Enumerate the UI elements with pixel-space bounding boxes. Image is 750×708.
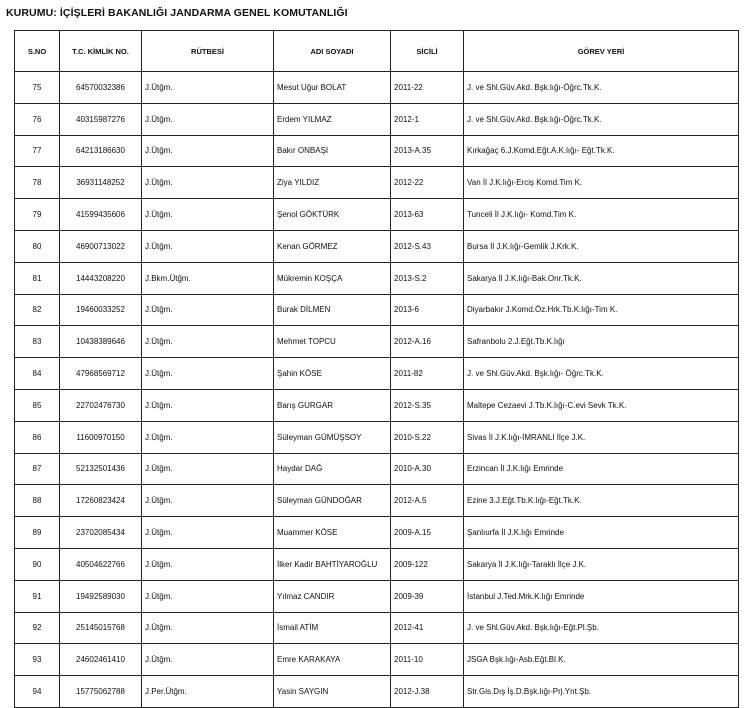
cell-sicili: 2012-1 — [391, 103, 464, 135]
cell-gorev-yeri: J. ve Shl.Güv.Akd. Bşk.lığı-Eğt.Pl.Şb. — [464, 612, 739, 644]
cell-gorev-yeri: Kırkağaç 6.J.Komd.Eğt.A.K.lığı- Eğt.Tk.K. — [464, 135, 739, 167]
cell-sicili: 2013-6 — [391, 294, 464, 326]
cell-rutbesi: J.Ütğm. — [142, 103, 274, 135]
cell-adi-soyadi: Burak DİLMEN — [274, 294, 391, 326]
cell-adi-soyadi: Ziya YILDIZ — [274, 167, 391, 199]
cell-sicili: 2012-A.16 — [391, 326, 464, 358]
cell-sno: 94 — [15, 676, 60, 708]
cell-adi-soyadi: Erdem YILMAZ — [274, 103, 391, 135]
cell-adi-soyadi: İsmail ATİM — [274, 612, 391, 644]
table-row — [15, 485, 739, 517]
header-tc-kimlik-no: T.C. KİMLİK NO. — [60, 31, 142, 72]
cell-gorev-yeri: Tunceli İl J.K.lığı- Komd.Tim K. — [464, 199, 739, 231]
cell-sicili: 2009-39 — [391, 580, 464, 612]
cell-sno: 86 — [15, 421, 60, 453]
cell-tc-kimlik-no: 36931148252 — [60, 167, 142, 199]
cell-rutbesi: J.Ütğm. — [142, 517, 274, 549]
cell-sno: 88 — [15, 485, 60, 517]
table-row — [15, 199, 739, 231]
cell-adi-soyadi: Süleyman GÜNDOĞAR — [274, 485, 391, 517]
cell-sno: 82 — [15, 294, 60, 326]
cell-gorev-yeri: Şanlıurfa İl J.K.lığı Emrinde — [464, 517, 739, 549]
cell-gorev-yeri: Van İl J.K.lığı-Erciş Komd.Tim K. — [464, 167, 739, 199]
cell-tc-kimlik-no: 52132501436 — [60, 453, 142, 485]
header-rutbesi: RÜTBESİ — [142, 31, 274, 72]
cell-adi-soyadi: Mesut Uğur BOLAT — [274, 72, 391, 104]
cell-tc-kimlik-no: 19460033252 — [60, 294, 142, 326]
cell-rutbesi: J.Ütğm. — [142, 580, 274, 612]
table-row — [15, 389, 739, 421]
cell-sicili: 2013-63 — [391, 199, 464, 231]
cell-tc-kimlik-no: 64213186630 — [60, 135, 142, 167]
cell-sno: 83 — [15, 326, 60, 358]
cell-tc-kimlik-no: 46900713022 — [60, 230, 142, 262]
cell-sno: 75 — [15, 72, 60, 104]
cell-sicili: 2012-S.35 — [391, 389, 464, 421]
header-gorev-yeri: GÖREV YERİ — [464, 31, 739, 72]
cell-sno: 79 — [15, 199, 60, 231]
cell-sicili: 2012-22 — [391, 167, 464, 199]
personnel-table — [14, 30, 739, 708]
cell-gorev-yeri: Bursa İl J.K.lığı-Gemlik J.Krk.K. — [464, 230, 739, 262]
cell-sno: 87 — [15, 453, 60, 485]
cell-sicili: 2011-22 — [391, 72, 464, 104]
table-header-row — [15, 31, 739, 72]
cell-tc-kimlik-no: 41599435606 — [60, 199, 142, 231]
cell-sno: 81 — [15, 262, 60, 294]
cell-rutbesi: J.Ütğm. — [142, 612, 274, 644]
header-sno: S.NO — [15, 31, 60, 72]
table-row — [15, 580, 739, 612]
cell-sno: 80 — [15, 230, 60, 262]
cell-tc-kimlik-no: 47968569712 — [60, 358, 142, 390]
cell-gorev-yeri: J. ve Shl.Güv.Akd. Bşk.lığı-Öğrc.Tk.K. — [464, 103, 739, 135]
cell-rutbesi: J.Per.Ütğm. — [142, 676, 274, 708]
cell-gorev-yeri: Ezine 3.J.Eğt.Tb.K.lığı-Eğt.Tk.K. — [464, 485, 739, 517]
cell-adi-soyadi: Kenan GÖRMEZ — [274, 230, 391, 262]
cell-sno: 84 — [15, 358, 60, 390]
cell-rutbesi: J.Ütğm. — [142, 72, 274, 104]
cell-gorev-yeri: Sakarya İl J.K.lığı-Taraklı İlçe J.K. — [464, 548, 739, 580]
cell-gorev-yeri: Diyarbakır J.Komd.Öz.Hrk.Tb.K.lığı-Tim K. — [464, 294, 739, 326]
cell-rutbesi: J.Ütğm. — [142, 294, 274, 326]
cell-sicili: 2013-A.35 — [391, 135, 464, 167]
cell-gorev-yeri: İstanbul J.Ted.Mrk.K.lığı Emrinde — [464, 580, 739, 612]
table-row — [15, 326, 739, 358]
cell-sicili: 2009-A.15 — [391, 517, 464, 549]
cell-sicili: 2012-41 — [391, 612, 464, 644]
header-sicili: SİCİLİ — [391, 31, 464, 72]
cell-rutbesi: J.Ütğm. — [142, 485, 274, 517]
cell-sno: 85 — [15, 389, 60, 421]
cell-adi-soyadi: Bakır ONBAŞI — [274, 135, 391, 167]
cell-rutbesi: J.Ütğm. — [142, 644, 274, 676]
cell-sicili: 2012-S.43 — [391, 230, 464, 262]
cell-tc-kimlik-no: 11600970150 — [60, 421, 142, 453]
cell-sno: 76 — [15, 103, 60, 135]
cell-gorev-yeri: J. ve Shl.Güv.Akd. Bşk.lığı-Öğrc.Tk.K. — [464, 72, 739, 104]
cell-rutbesi: J.Ütğm. — [142, 167, 274, 199]
cell-gorev-yeri: Safranbolu 2.J.Eğt.Tb.K.lığı — [464, 326, 739, 358]
cell-adi-soyadi: Emre KARAKAYA — [274, 644, 391, 676]
cell-adi-soyadi: İlker Kadir BAHTİYAROĞLU — [274, 548, 391, 580]
table-row — [15, 517, 739, 549]
cell-adi-soyadi: Şahin KÖSE — [274, 358, 391, 390]
header-adi-soyadi: ADI SOYADI — [274, 31, 391, 72]
cell-adi-soyadi: Yasin SAYGIN — [274, 676, 391, 708]
cell-sicili: 2012-J.38 — [391, 676, 464, 708]
table-row — [15, 548, 739, 580]
cell-rutbesi: J.Ütğm. — [142, 389, 274, 421]
cell-tc-kimlik-no: 10438389646 — [60, 326, 142, 358]
cell-tc-kimlik-no: 40315987276 — [60, 103, 142, 135]
cell-sicili: 2012-A.5 — [391, 485, 464, 517]
cell-gorev-yeri: Maltepe Cezaevi J.Tb.K.lığı-C.evi Sevk Tk.K. — [464, 389, 739, 421]
document-title: KURUMU: İÇİŞLERİ BAKANLIĞI JANDARMA GENEL KOMUTANLIĞI — [6, 7, 348, 19]
cell-sno: 77 — [15, 135, 60, 167]
cell-rutbesi: J.Ütğm. — [142, 199, 274, 231]
cell-sno: 90 — [15, 548, 60, 580]
cell-gorev-yeri: J. ve Shl.Güv.Akd. Bşk.lığı- Öğrc.Tk.K. — [464, 358, 739, 390]
cell-sno: 92 — [15, 612, 60, 644]
table-row — [15, 294, 739, 326]
cell-sicili: 2010-A.30 — [391, 453, 464, 485]
cell-gorev-yeri: Sakarya İl J.K.lığı-Bak.Onr.Tk.K. — [464, 262, 739, 294]
cell-sicili: 2013-S.2 — [391, 262, 464, 294]
cell-tc-kimlik-no: 15775062788 — [60, 676, 142, 708]
cell-adi-soyadi: Muammer KÖSE — [274, 517, 391, 549]
cell-tc-kimlik-no: 64570032386 — [60, 72, 142, 104]
cell-tc-kimlik-no: 40504622766 — [60, 548, 142, 580]
cell-adi-soyadi: Şenol GÖKTÜRK — [274, 199, 391, 231]
cell-tc-kimlik-no: 24602461410 — [60, 644, 142, 676]
table-row — [15, 358, 739, 390]
cell-tc-kimlik-no: 22702476730 — [60, 389, 142, 421]
cell-tc-kimlik-no: 19492589030 — [60, 580, 142, 612]
cell-gorev-yeri: Erzincan İl J.K.lığı Emrinde — [464, 453, 739, 485]
cell-gorev-yeri: Str.Gis.Dış İş.D.Bşk.lığı-Prj.Ynt.Şb. — [464, 676, 739, 708]
cell-sicili: 2010-S.22 — [391, 421, 464, 453]
cell-rutbesi: J.Ütğm. — [142, 135, 274, 167]
cell-adi-soyadi: Mükremin KOŞÇA — [274, 262, 391, 294]
cell-gorev-yeri: JSGA Bşk.lığı-Asb.Eğt.Bl.K. — [464, 644, 739, 676]
cell-rutbesi: J.Ütğm. — [142, 358, 274, 390]
table-row — [15, 453, 739, 485]
table-row — [15, 644, 739, 676]
cell-adi-soyadi: Yılmaz CANDIR — [274, 580, 391, 612]
cell-rutbesi: J.Ütğm. — [142, 421, 274, 453]
cell-gorev-yeri: Sivas İl J.K.lığı-İMRANLI İlçe J.K. — [464, 421, 739, 453]
cell-sno: 89 — [15, 517, 60, 549]
cell-adi-soyadi: Süleyman GÜMÜŞSOY — [274, 421, 391, 453]
cell-rutbesi: J.Ütğm. — [142, 326, 274, 358]
cell-adi-soyadi: Mehmet TOPCU — [274, 326, 391, 358]
cell-tc-kimlik-no: 23702085434 — [60, 517, 142, 549]
cell-sno: 91 — [15, 580, 60, 612]
table-row — [15, 676, 739, 708]
cell-tc-kimlik-no: 17260823424 — [60, 485, 142, 517]
table-row — [15, 135, 739, 167]
table-row — [15, 167, 739, 199]
cell-sicili: 2011-82 — [391, 358, 464, 390]
cell-rutbesi: J.Ütğm. — [142, 548, 274, 580]
cell-tc-kimlik-no: 14443208220 — [60, 262, 142, 294]
cell-sicili: 2011-10 — [391, 644, 464, 676]
cell-adi-soyadi: Barış GURGAR — [274, 389, 391, 421]
cell-sno: 78 — [15, 167, 60, 199]
cell-sno: 93 — [15, 644, 60, 676]
table-row — [15, 262, 739, 294]
cell-rutbesi: J.Bkm.Ütğm. — [142, 262, 274, 294]
table-row — [15, 72, 739, 104]
cell-rutbesi: J.Ütğm. — [142, 230, 274, 262]
table-row — [15, 421, 739, 453]
cell-rutbesi: J.Ütğm. — [142, 453, 274, 485]
table-row — [15, 103, 739, 135]
table-row — [15, 612, 739, 644]
cell-adi-soyadi: Haydar DAĞ — [274, 453, 391, 485]
cell-sicili: 2009-122 — [391, 548, 464, 580]
cell-tc-kimlik-no: 25145015768 — [60, 612, 142, 644]
table-row — [15, 230, 739, 262]
